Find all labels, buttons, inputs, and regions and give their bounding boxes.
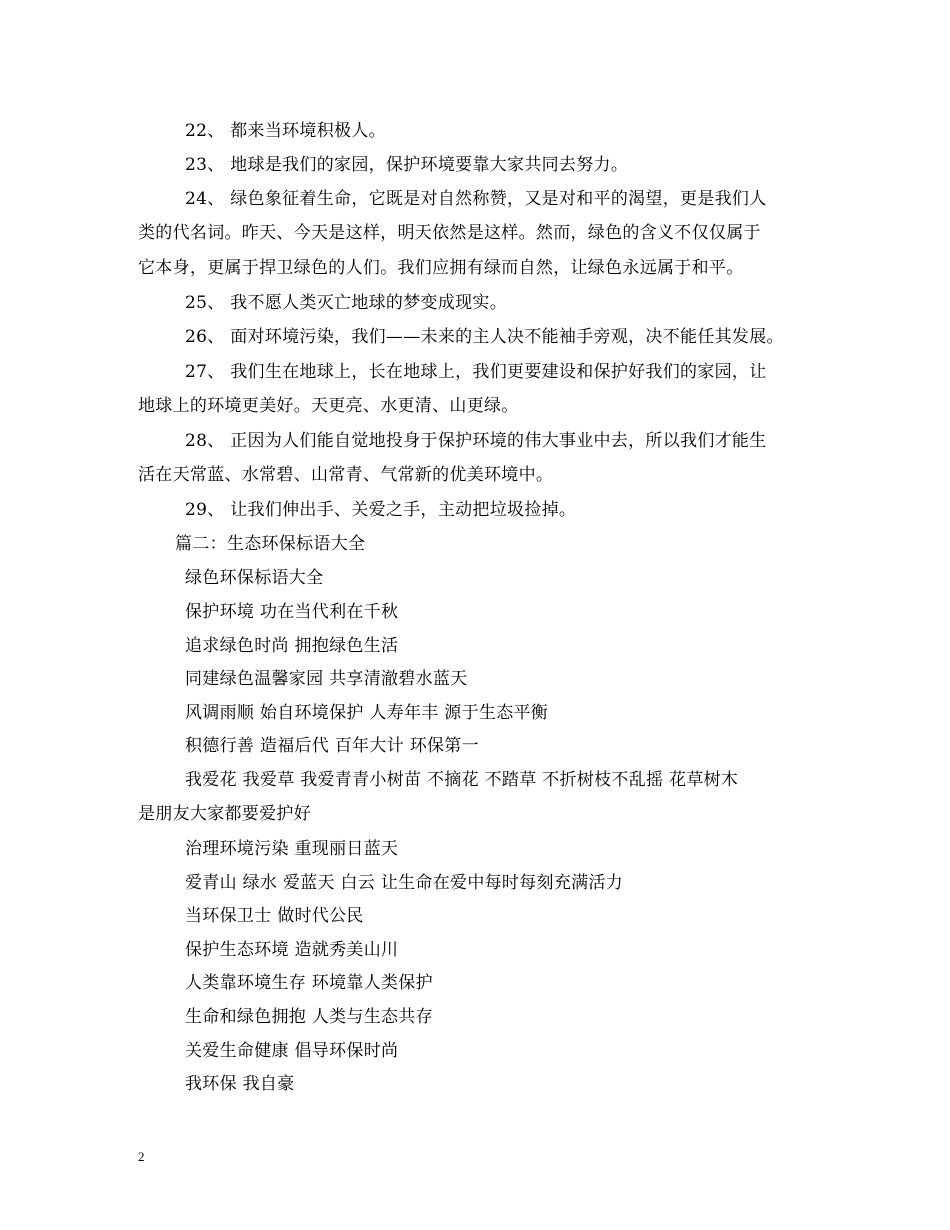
text-line: 24、 绿色象征着生命，它既是对自然称赞，又是对和平的渴望，更是我们人	[185, 189, 767, 209]
text-line: 23、 地球是我们的家园，保护环境要靠大家共同去努力。	[185, 155, 629, 175]
text-line: 活在天常蓝、水常碧、山常青、气常新的优美环境中。	[138, 465, 554, 485]
text-line: 27、 我们生在地球上，长在地球上，我们更要建设和保护好我们的家园，让	[185, 362, 767, 382]
text-line: 绿色环保标语大全	[185, 568, 324, 588]
page-number: 2	[138, 1149, 145, 1164]
text-line: 积德行善 造福后代 百年大计 环保第一	[185, 736, 479, 756]
text-line: 人类靠环境生存 环境靠人类保护	[185, 973, 433, 993]
text-line: 我环保 我自豪	[185, 1074, 295, 1094]
text-line: 地球上的环境更美好。天更亮、水更清、山更绿。	[138, 396, 519, 416]
text-line: 类的代名词。昨天、今天是这样，明天依然是这样。然而，绿色的含义不仅仅属于	[138, 223, 761, 243]
text-line: 我爱花 我爱草 我爱青青小树苗 不摘花 不踏草 不折树枝不乱摇 花草树木	[185, 770, 739, 790]
text-line: 同建绿色温馨家园 共享清澈碧水蓝天	[185, 669, 468, 689]
text-line: 保护环境 功在当代利在千秋	[185, 602, 399, 622]
text-line: 关爱生命健康 倡导环保时尚	[185, 1041, 399, 1061]
text-line: 生命和绿色拥抱 人类与生态共存	[185, 1007, 433, 1027]
section-heading: 篇二：生态环保标语大全	[175, 534, 366, 554]
text-line: 22、 都来当环境积极人。	[185, 121, 386, 141]
text-line: 26、 面对环境污染，我们——未来的主人决不能袖手旁观，决不能任其发展。	[185, 327, 784, 347]
text-line: 当环保卫士 做时代公民	[185, 906, 364, 926]
text-line: 爱青山 绿水 爱蓝天 白云 让生命在爱中每时每刻充满活力	[185, 873, 624, 893]
text-line: 它本身，更属于捍卫绿色的人们。我们应拥有绿而自然，让绿色永远属于和平。	[138, 258, 744, 278]
text-line: 是朋友大家都要爱护好	[138, 804, 311, 824]
text-line: 治理环境污染 重现丽日蓝天	[185, 839, 399, 859]
text-line: 风调雨顺 始自环境保护 人寿年丰 源于生态平衡	[185, 703, 549, 723]
text-line: 追求绿色时尚 拥抱绿色生活	[185, 636, 399, 656]
text-line: 保护生态环境 造就秀美山川	[185, 940, 399, 960]
text-line: 25、 我不愿人类灭亡地球的梦变成现实。	[185, 293, 508, 313]
text-line: 29、 让我们伸出手、关爱之手，主动把垃圾捡掉。	[185, 500, 577, 520]
text-line: 28、 正因为人们能自觉地投身于保护环境的伟大事业中去，所以我们才能生	[185, 431, 767, 451]
